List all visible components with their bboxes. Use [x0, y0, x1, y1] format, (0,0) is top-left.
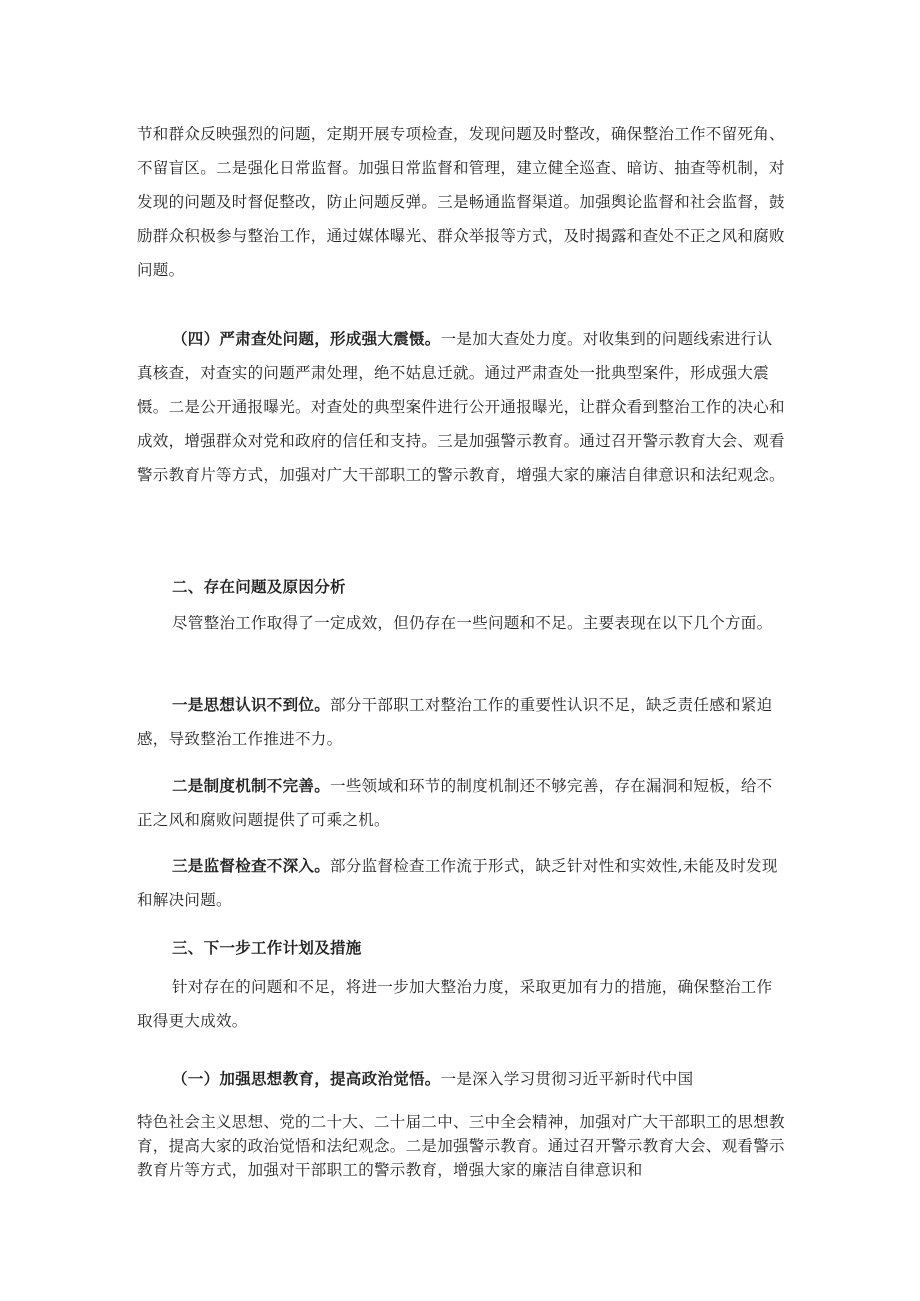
paragraph-text: 一是深入学习贯彻习近平新时代中国 [440, 1070, 694, 1088]
paragraph-supervision [137, 117, 787, 287]
paragraph-problems-intro [137, 606, 787, 640]
paragraph-heading: （四）严肃查处问题，形成强大震慑。 [172, 329, 441, 348]
section-heading-problems: 二、存在问题及原因分析 [172, 577, 346, 596]
paragraph-problem-1 [137, 688, 787, 756]
paragraph-text: 节和群众反映强烈的问题，定期开展专项检查，发现问题及时整改，确保整治工作不留死角、不留盲区。二是强化日常监督。加强日常监督和管理，建立健全巡查、暗访、抽查等机制，对发现的问题及时督促整改，防止问题反弹。三是畅通监督渠道。加强舆论监督和社会监督，鼓励群众积极参与整治工作，通过媒体曝光、群众举报等方式，及时揭露和查处不正之风和腐败问题。 [137, 125, 785, 279]
paragraph-text: 一是加大查处力度。对收集到的问题线索进行认真核查，对查实的问题严肃处理，绝不姑息迁就。通过严肃查处一批典型案件，形成强大震慑。二是公开通报曝光。对查处的典型案件进行公开通报曝光，让群众看到整治工作的决心和成效，增强群众对党和政府的信任和支持。三是加强警示教育。通过召开警示教育大会、观看警示教育片等方式，加强对广大干部职工的警示教育，增强大家的廉洁自律意识和法纪观念。 [137, 330, 785, 484]
paragraph-education-continued [137, 1110, 787, 1182]
paragraph-text: 特色社会主义思想、党的二十大、二十届二中、三中全会精神，加强对广大干部职工的思想教育，提高大家的政治觉悟和法纪观念。二是加强警示教育。通过召开警示教育大会、观看警示教育片等方式，加强对干部职工的警示教育，增强大家的廉洁自律意识和 [137, 1113, 785, 1179]
paragraph-text: 针对存在的问题和不足，将进一步加大整治力度，采取更加有力的措施，确保整治工作取得更大成效。 [137, 978, 773, 1030]
paragraph-text: 部分干部职工对整治工作的重要性认识不足，缺乏责任感和紧迫感，导致整治工作推进不力。 [137, 696, 773, 748]
section-heading-next-steps: 三、下一步工作计划及措施 [172, 938, 362, 957]
paragraph-heading: （一）加强思想教育，提高政治觉悟。 [172, 1069, 441, 1088]
paragraph-text: 尽管整治工作取得了一定成效，但仍存在一些问题和不足。主要表现在以下几个方面。 [172, 614, 773, 632]
paragraph-problem-2 [137, 769, 787, 837]
paragraph-heading: 二是制度机制不完善。 [172, 776, 331, 795]
paragraph-heading: 一是思想认识不到位。 [172, 695, 331, 714]
paragraph-next-intro [137, 970, 787, 1038]
paragraph-text: 一些领域和环节的制度机制还不够完善，存在漏洞和短板，给不正之风和腐败问题提供了可乘之机。 [137, 777, 773, 829]
paragraph-heading: 三是监督检查不深入。 [172, 856, 331, 875]
paragraph-text: 部分监督检查工作流于形式，缺乏针对性和实效性,未能及时发现和解决问题。 [137, 857, 778, 909]
paragraph-education [137, 1062, 787, 1096]
paragraph-problem-3 [137, 849, 787, 917]
paragraph-investigate [137, 322, 787, 492]
